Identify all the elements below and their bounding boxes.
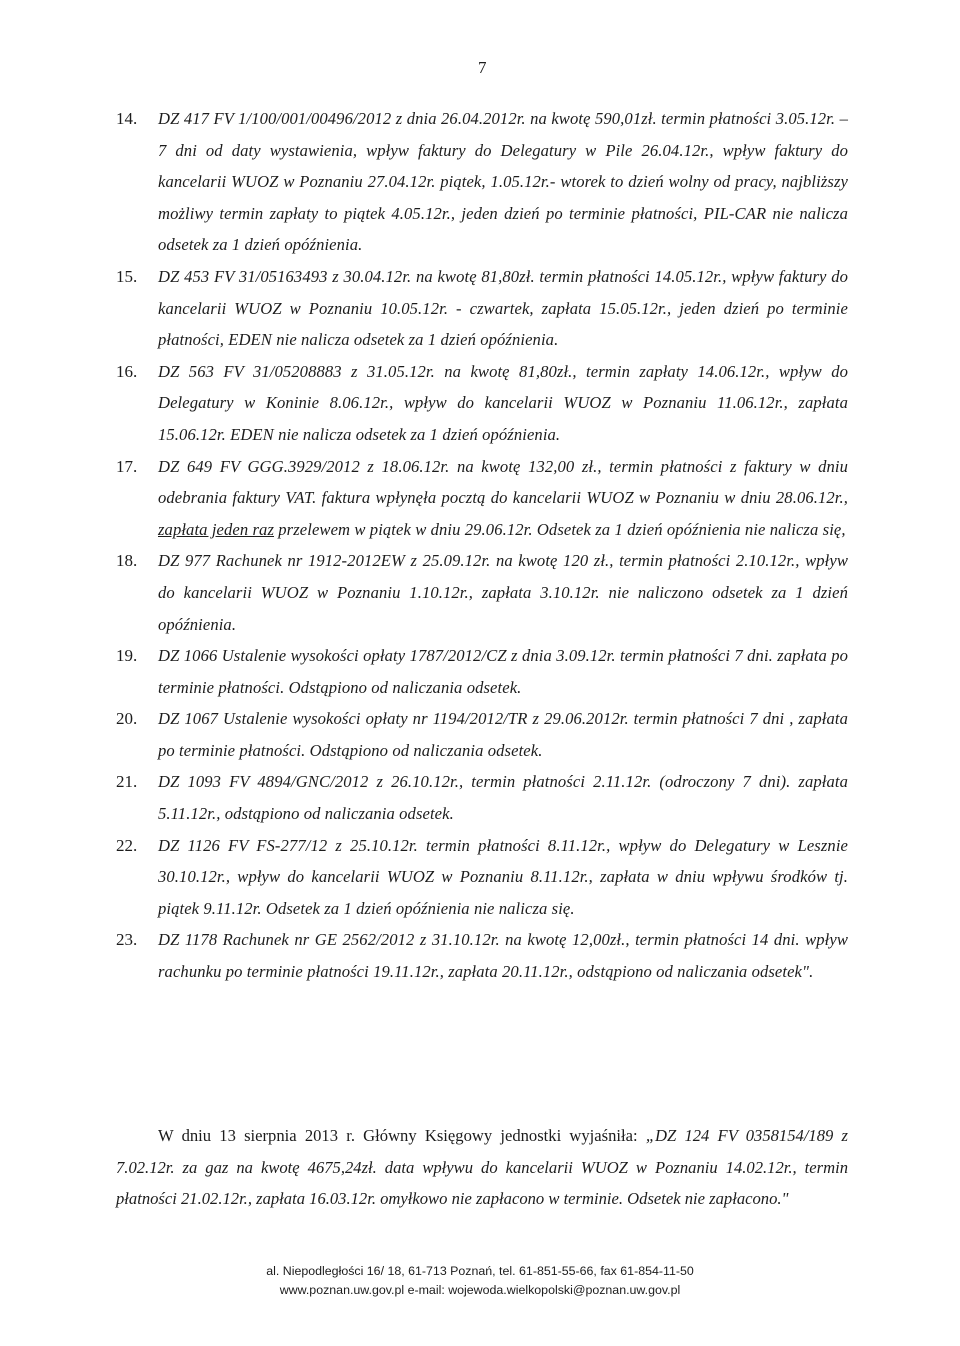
item-number: 21. [116, 772, 138, 792]
payment-list [116, 103, 848, 988]
item-number: 15. [116, 266, 138, 286]
item-text: DZ 1067 Ustalenie wysokości opłaty nr 1194/2012/TR z 29.06.2012r. termin płatności 7 dni , zapłata po terminie płatności. Odstąpiono od naliczania odsetek. [158, 709, 848, 760]
list-item [116, 261, 848, 356]
list-item [116, 924, 848, 987]
explanation-paragraph [116, 1120, 848, 1215]
list-item [116, 830, 848, 925]
footer-contact: www.poznan.uw.gov.pl e-mail: wojewoda.wielkopolski@poznan.uw.gov.pl [279, 1283, 681, 1297]
item-number: 19. [116, 646, 138, 666]
item-number: 17. [116, 456, 138, 476]
item-number: 23. [116, 930, 138, 950]
item-text [158, 451, 848, 546]
item-text: DZ 1178 Rachunek nr GE 2562/2012 z 31.10.12r. na kwotę 12,00zł., termin płatności 14 dni. wpływ rachunku po terminie płatności 19.11.12r., zapłata 20.11.12r., odstąpiono od naliczania odsetek". [158, 930, 848, 982]
underlined-text: zapłata jeden raz [158, 519, 275, 539]
item-text: DZ 417 FV 1/100/001/00496/2012 z dnia 26.04.2012r. na kwotę 590,01zł. termin płatności 3.05.12r. – 7 dni od daty wystawienia, wpływ faktury do Delegatury w Pile 26.04.12r., wpływ faktury do kancelarii WUOZ w Poznaniu 27.04.12r. piątek, 1.05.12r.- wtorek to dzień wolny od pracy, najbliższy możliwy termin zapłaty to piątek 4.05.12r., jeden dzień po terminie płatności, PIL-CAR nie nalicza odsetek za 1 dzień opóźnienia. [158, 109, 848, 255]
list-item [116, 545, 848, 640]
list-item [116, 703, 848, 766]
item-number: 22. [116, 835, 138, 855]
item-text: DZ 563 FV 31/05208883 z 31.05.12r. na kwotę 81,80zł., termin zapłaty 14.06.12r., wpływ do Delegatury w Koninie 8.06.12r., wpływ do kancelarii WUOZ w Poznaniu 11.06.12r., zapłata 15.06.12r. EDEN nie nalicza odsetek za 1 dzień opóźnienia. [158, 361, 848, 444]
item-text-before: DZ 649 FV GGG.3929/2012 z 18.06.12r. na kwotę 132,00 zł., termin płatności z faktury w dniu odebrania faktury VAT. faktura wpłynęła pocztą do kancelarii WUOZ w Poznaniu w dniu 28.06.12r., [158, 456, 848, 508]
item-text: DZ 1126 FV FS-277/12 z 25.10.12r. termin płatności 8.11.12r., wpływ do Delegatury w Lesznie 30.10.12r., wpływ do kancelarii WUOZ w Poznaniu 8.11.12r., zapłata w dniu wpływu środków tj. piątek 9.11.12r. Odsetek za 1 dzień opóźnienia nie nalicza się. [158, 835, 848, 918]
item-number: 18. [116, 551, 138, 571]
item-text-after: przelewem w piątek w dniu 29.06.12r. Odsetek za 1 dzień opóźnienia nie nalicza się, [274, 519, 846, 539]
list-item [116, 640, 848, 703]
footer-address: al. Niepodległości 16/ 18, 61-713 Poznań, tel. 61-851-55-66, fax 61-854-11-50 [266, 1264, 694, 1278]
list-item [116, 356, 848, 451]
paragraph-lead: W dniu 13 sierpnia 2013 r. Główny Księgowy jednostki wyjaśniła: [158, 1126, 646, 1145]
paragraph-quote: „DZ 124 FV 0358154/189 z 7.02.12r. za gaz na kwotę 4675,24zł. data wpływu do kancelarii WUOZ w Poznaniu 14.02.12r., termin płatności 21.02.12r., zapłata 16.03.12r. omyłkowo nie zapłacono w terminie. Odsetek nie zapłacono." [116, 1126, 848, 1209]
item-number: 20. [116, 709, 138, 729]
list-item [116, 766, 848, 829]
item-text: DZ 453 FV 31/05163493 z 30.04.12r. na kwotę 81,80zł. termin płatności 14.05.12r., wpływ faktury do kancelarii WUOZ w Poznaniu 10.05.12r. - czwartek, zapłata 15.05.12r., jeden dzień po terminie płatności, EDEN nie nalicza odsetek za 1 dzień opóźnienia. [158, 266, 848, 350]
item-number: 16. [116, 361, 138, 381]
item-text: DZ 1093 FV 4894/GNC/2012 z 26.10.12r., termin płatności 2.11.12r. (odroczony 7 dni). zapłata 5.11.12r., odstąpiono od naliczania odsetek. [158, 772, 848, 824]
list-item [116, 103, 848, 261]
item-text: DZ 977 Rachunek nr 1912-2012EW z 25.09.12r. na kwotę 120 zł., termin płatności 2.10.12r., wpływ do kancelarii WUOZ w Poznaniu 1.10.12r., zapłata 3.10.12r. nie naliczono odsetek za 1 dzień opóźnienia. [158, 551, 848, 634]
item-text: DZ 1066 Ustalenie wysokości opłaty 1787/2012/CZ z dnia 3.09.12r. termin płatności 7 dni. zapłata po terminie płatności. Odstąpiono od naliczania odsetek. [158, 646, 848, 697]
page-number: 7 [478, 58, 487, 77]
list-item [116, 451, 848, 546]
item-number: 14. [116, 109, 138, 128]
